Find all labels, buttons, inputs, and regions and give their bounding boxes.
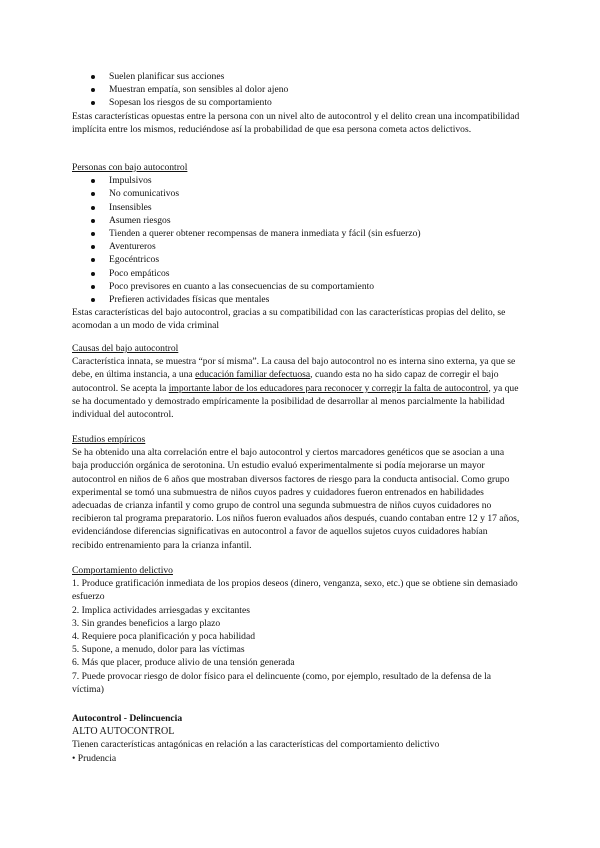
section-heading: Causas del bajo autocontrol [72,343,179,354]
list-item: Suelen planificar sus acciones [72,70,520,83]
final-line: Tienen características antagónicas en relación a las características del comportamiento delictivo [72,739,440,751]
criminal-behavior-list [72,577,520,696]
list-item: Asumen riesgos [72,214,520,227]
list-item: Impulsivos [72,174,520,187]
list-item: 7. Puede provocar riesgo de dolor físico para el delincuente (como, por ejemplo, resultado de la defensa de la víctima) [72,670,492,695]
studies-section [72,433,520,552]
causes-text-1: Característica innata, se muestra “por sí misma”. La causa del bajo autocontrol no es interna sino externa, ya que se debe, en última instancia, a una [72,356,516,381]
list-item: Poco previsores en cuanto a las consecuencias de su comportamiento [72,280,520,293]
list-item: Insensibles [72,201,520,214]
low-control-traits-list [72,174,520,306]
list-item: 1. Produce gratificación inmediata de los propios deseos (dinero, venganza, sexo, etc.) que se obtiene sin demasiado esfuerzo [72,578,518,603]
section-heading: Personas con bajo autocontrol [72,162,188,173]
causes-text-3: , ya que se ha documentado y demostrado empíricamente la posibilidad de desarrollar al menos parcialmente la habilidad individual del autocontrol. [72,382,519,421]
list-item: Sopesan los riesgos de su comportamiento [72,96,520,109]
list-item: 5. Supone, a menudo, dolor para las víctimas [72,644,245,656]
list-item: No comunicativos [72,187,520,200]
final-section [72,712,520,765]
list-item: 3. Sin grandes beneficios a largo plazo [72,617,221,629]
list-item: Tienden a querer obtener recompensas de manera inmediata y fácil (sin esfuerzo) [72,227,520,240]
causes-paragraph [72,355,520,421]
final-subtitle: ALTO AUTOCONTROL [72,726,175,738]
causes-text-2: , cuando esta no ha sido capaz de corregir el bajo autocontrol. Se acepta la [72,369,499,394]
section-heading: Estudios empíricos [72,434,146,445]
low-control-section [72,161,520,332]
high-control-traits-list [72,70,520,110]
list-item: 6. Más que placer, produce alivio de una tensión generada [72,657,295,669]
final-title: Autocontrol - Delincuencia [72,713,183,724]
causes-underlined-1: educación familiar defectuosa [195,369,311,381]
final-bullet: • Prudencia [72,752,117,764]
list-item: 4. Requiere poca planificación y poca habilidad [72,631,256,643]
list-item: Muestran empatía, son sensibles al dolor ajeno [72,83,520,96]
intro-paragraph: Estas características opuestas entre la persona con un nivel alto de autocontrol y el delito crean una incompatibilidad implícita entre los mismos, reduciéndose así la probabilidad de que esa persona cometa actos delictivos. [72,110,520,135]
causes-underlined-2: importante labor de los educadores para reconocer y corregir la falta de autocontrol [168,382,489,394]
list-item: 2. Implica actividades arriesgadas y excitantes [72,604,250,616]
criminal-behavior-section [72,564,520,696]
studies-paragraph: Se ha obtenido una alta correlación entre el bajo autocontrol y ciertos marcadores genéticos que se asocian a una baja producción orgánica de serotonina. Un estudio evaluó experimentalmente si podía mejorarse un mayor autocontrol en niños de 6 años que mostraban diversos factores de riesgo para la conducta antisocial. Como grupo experimental se tomó una submuestra de niños cuyos padres y cuidadores fueron entrenados en habilidades adecuadas de crianza infantil y como grupo de control una segunda submuestra de niños cuyos cuidadores no recibieron tal programa preparatorio. Los niños fueron evaluados años después, cuando contaban entre 12 y 17 años, evidenciándose diferencias significativas en autocontrol a favor de aquellos sujetos cuyos cuidadores habían recibido entrenamiento para la crianza infantil. [72,447,520,551]
list-item: Egocéntricos [72,253,520,266]
list-item: Prefieren actividades físicas que mentales [72,293,520,306]
low-control-closing: Estas características del bajo autocontrol, gracias a su compatibilidad con las características propias del delito, se acomodan a un modo de vida criminal [72,307,506,332]
section-heading: Comportamiento delictivo [72,565,173,576]
list-item: Aventureros [72,240,520,253]
list-item: Poco empáticos [72,267,520,280]
causes-section [72,342,520,421]
high-control-traits-block [72,70,520,136]
